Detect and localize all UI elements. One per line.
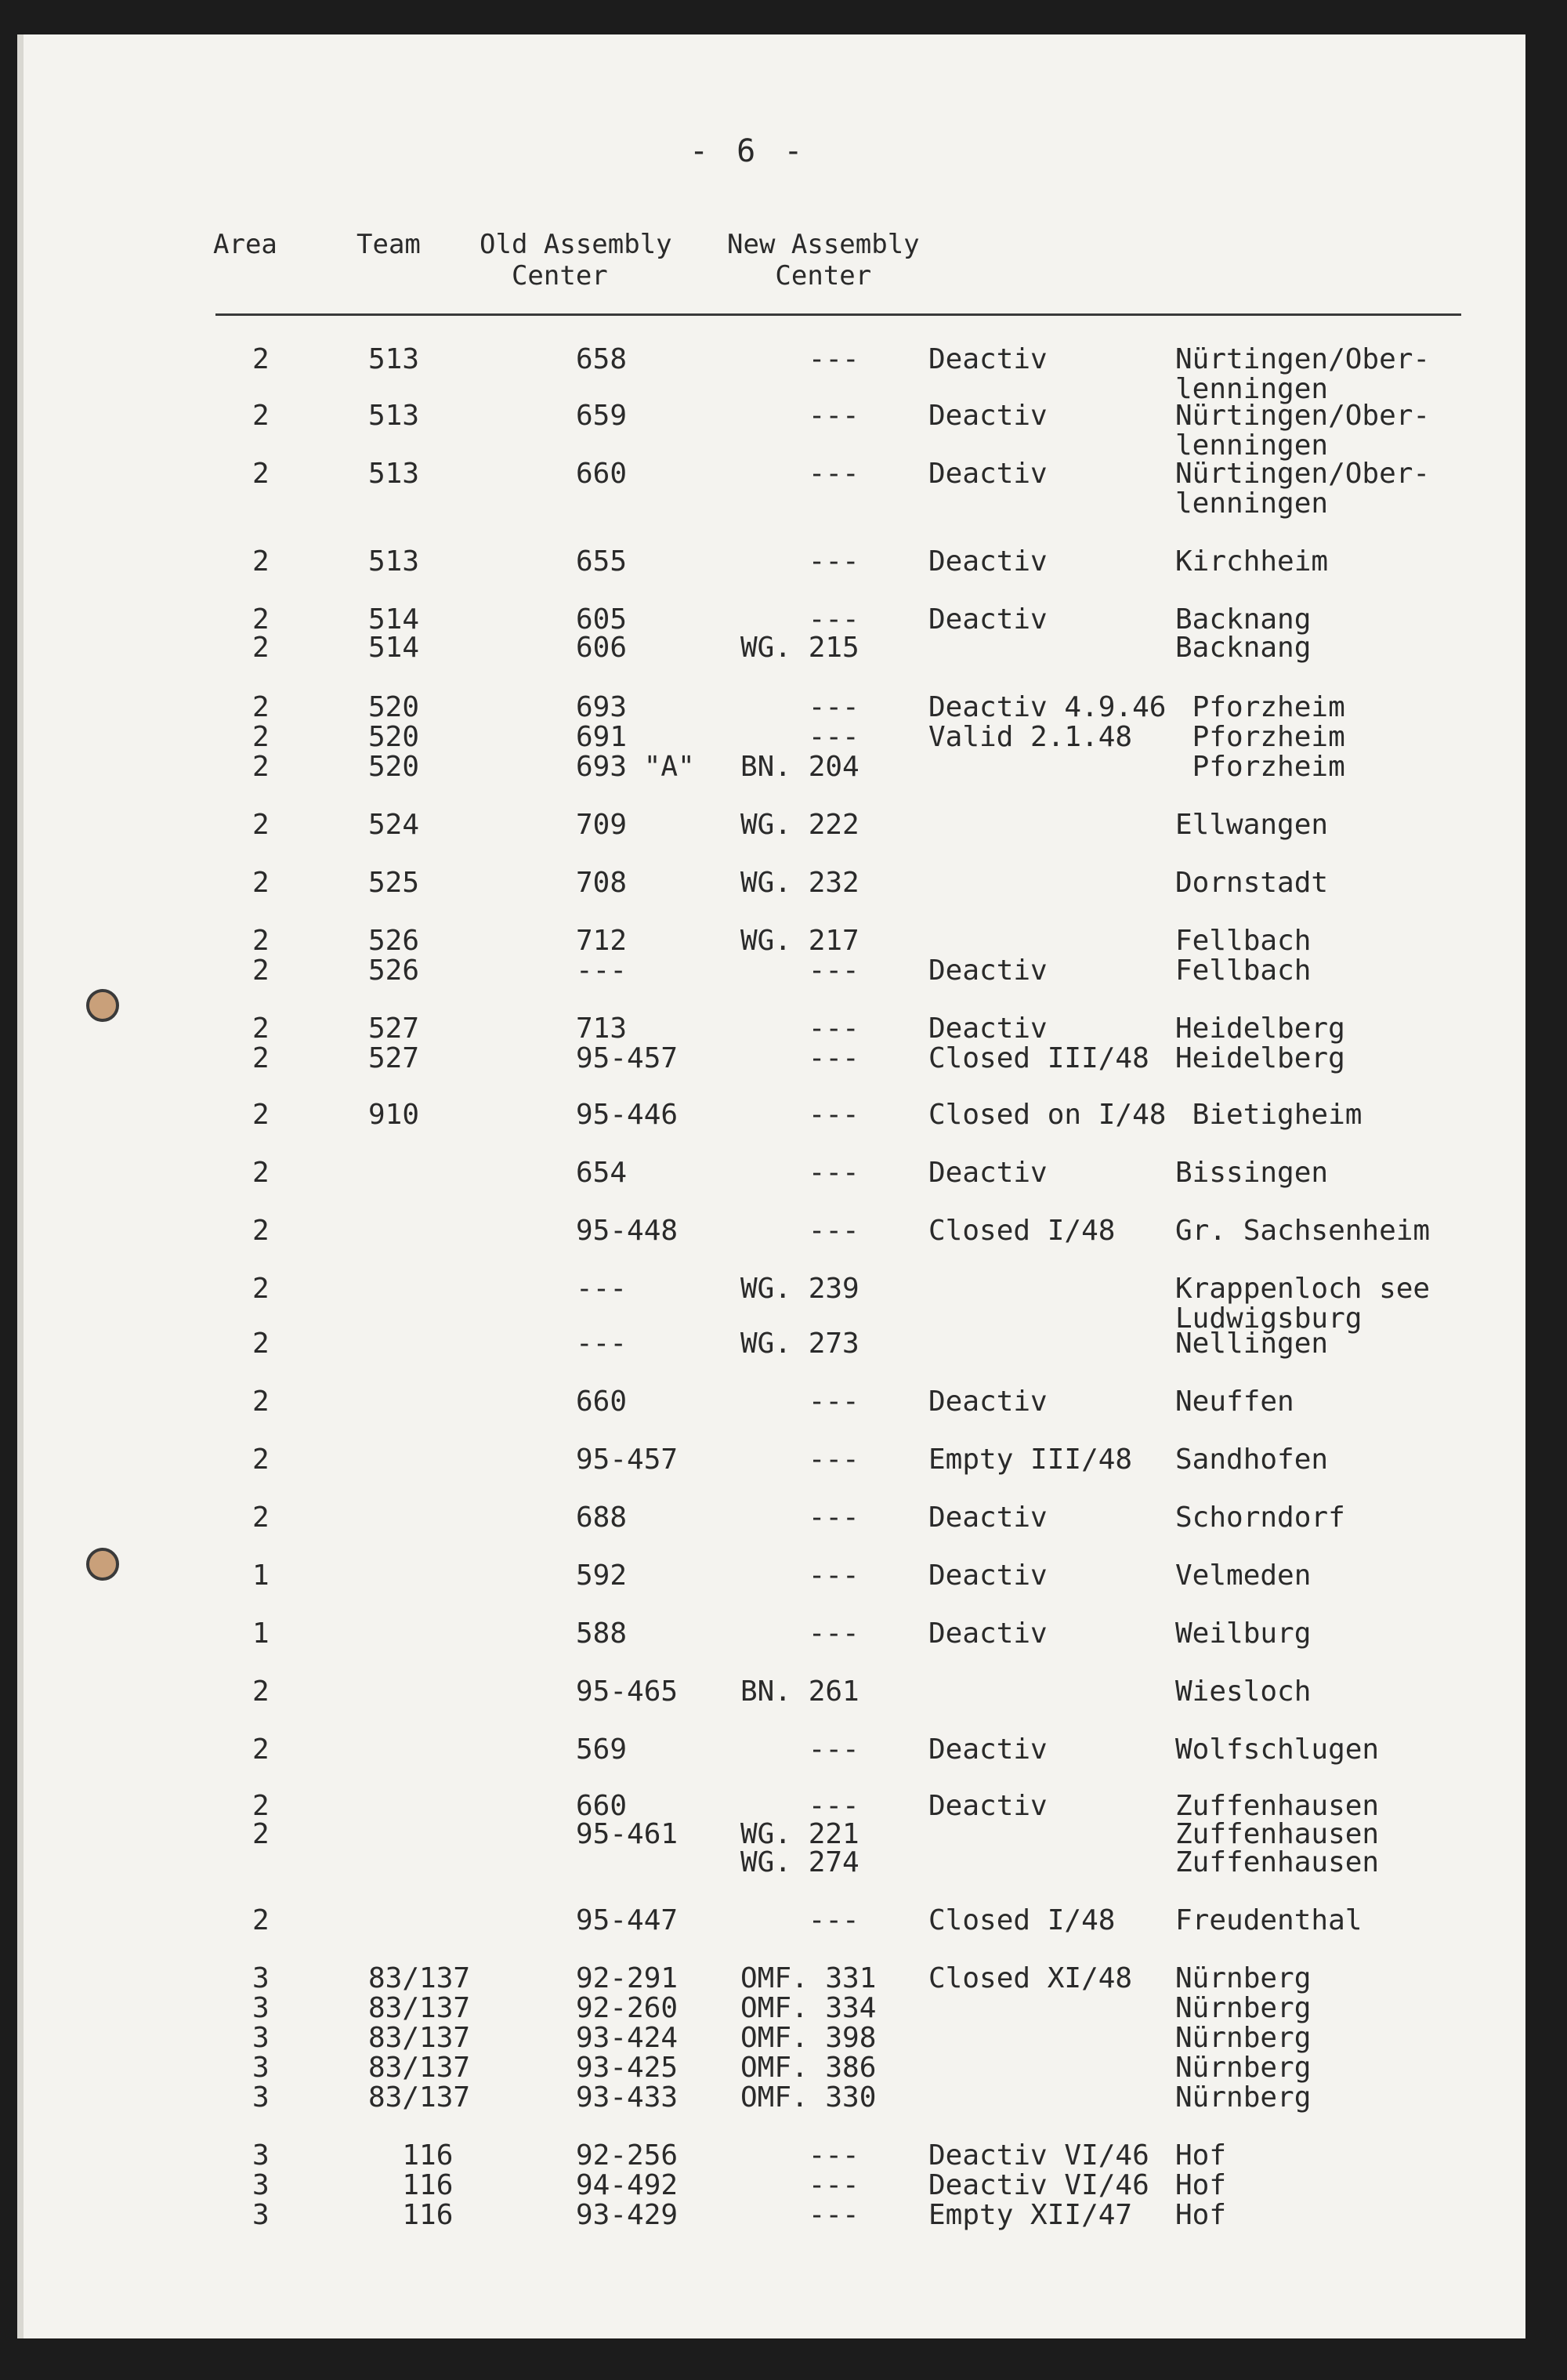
cell-status: Deactiv	[928, 1012, 1048, 1045]
cell-area: 2	[252, 925, 270, 957]
cell-old-center: 659	[576, 400, 628, 432]
cell-new-center: WG. 273	[740, 1328, 859, 1360]
cell-new-center: ---	[740, 1099, 859, 1131]
cell-status: Deactiv	[928, 1502, 1048, 1534]
cell-status: Deactiv	[928, 1157, 1048, 1189]
cell-new-center: ---	[740, 343, 859, 375]
cell-area: 2	[252, 751, 270, 783]
cell-place: Pforzheim	[1175, 691, 1345, 723]
cell-area: 2	[252, 1818, 270, 1850]
cell-status: Closed I/48	[928, 1215, 1116, 1247]
cell-new-center: ---	[740, 1502, 859, 1534]
cell-status: Deactiv	[928, 1617, 1048, 1650]
cell-area: 2	[252, 1444, 270, 1476]
cell-new-center: ---	[740, 955, 859, 987]
cell-area: 2	[252, 1675, 270, 1708]
cell-old-center: 93-433	[576, 2081, 679, 2114]
cell-status: Deactiv	[928, 458, 1048, 490]
cell-place: Bietigheim	[1175, 1099, 1363, 1131]
cell-team: 520	[368, 721, 420, 753]
cell-area: 3	[252, 1992, 270, 2024]
cell-old-center: 708	[576, 867, 628, 899]
header-rule	[215, 313, 1461, 316]
cell-new-center: ---	[740, 400, 859, 432]
cell-area: 2	[252, 691, 270, 723]
cell-area: 1	[252, 1559, 270, 1592]
cell-area: 2	[252, 1790, 270, 1822]
cell-team: 527	[368, 1012, 420, 1045]
cell-old-center: ---	[576, 1328, 628, 1360]
cell-old-center: ---	[576, 1273, 628, 1305]
cell-new-center: OMF. 386	[740, 2052, 877, 2084]
cell-place: Bissingen	[1175, 1157, 1329, 1189]
cell-old-center: 95-465	[576, 1675, 679, 1708]
cell-place: Hof	[1175, 2169, 1227, 2201]
cell-new-center: WG. 217	[740, 925, 859, 957]
cell-status: Empty III/48	[928, 1444, 1133, 1476]
cell-place: Backnang	[1175, 632, 1312, 664]
cell-place: Nürtingen/Ober- lenningen	[1175, 400, 1431, 462]
cell-old-center: 92-291	[576, 1962, 679, 1994]
cell-new-center: ---	[740, 603, 859, 636]
cell-place: Hof	[1175, 2199, 1227, 2231]
cell-place: Pforzheim	[1175, 751, 1345, 783]
cell-place: Heidelberg	[1175, 1042, 1345, 1074]
punch-hole-bottom	[86, 1548, 119, 1581]
header-team: Team	[356, 229, 421, 260]
cell-area: 2	[252, 545, 270, 578]
cell-team: 526	[368, 925, 420, 957]
cell-team: 513	[368, 545, 420, 578]
cell-new-center: OMF. 331	[740, 1962, 877, 1994]
cell-old-center: 693	[576, 691, 628, 723]
cell-area: 2	[252, 632, 270, 664]
cell-area: 2	[252, 1099, 270, 1131]
cell-area: 2	[252, 1904, 270, 1936]
cell-area: 2	[252, 1042, 270, 1074]
cell-old-center: 660	[576, 1386, 628, 1418]
cell-area: 2	[252, 867, 270, 899]
cell-team: 83/137	[368, 1962, 471, 1994]
cell-old-center: 712	[576, 925, 628, 957]
cell-status: Deactiv	[928, 1559, 1048, 1592]
cell-new-center: WG. 221	[740, 1818, 859, 1850]
cell-new-center: ---	[740, 1012, 859, 1045]
sheet-edge	[17, 34, 24, 2338]
cell-area: 2	[252, 955, 270, 987]
cell-new-center: ---	[740, 1386, 859, 1418]
cell-area: 3	[252, 2081, 270, 2114]
cell-area: 2	[252, 1012, 270, 1045]
cell-team: 514	[368, 603, 420, 636]
cell-place: Neuffen	[1175, 1386, 1294, 1418]
cell-status: Deactiv	[928, 955, 1048, 987]
cell-new-center: WG. 274	[740, 1846, 859, 1878]
cell-place: Wolfschlugen	[1175, 1733, 1380, 1766]
cell-old-center: 93-424	[576, 2022, 679, 2054]
cell-place: Nürtingen/Ober- lenningen	[1175, 458, 1431, 520]
cell-place: Ellwangen	[1175, 809, 1329, 841]
cell-team: 513	[368, 400, 420, 432]
cell-team: 525	[368, 867, 420, 899]
cell-new-center: ---	[740, 691, 859, 723]
cell-status: Deactiv VI/46	[928, 2169, 1149, 2201]
cell-place: Sandhofen	[1175, 1444, 1329, 1476]
cell-team: 514	[368, 632, 420, 664]
cell-team: 83/137	[368, 2081, 471, 2114]
cell-place: Zuffenhausen	[1175, 1846, 1380, 1878]
cell-place: Freudenthal	[1175, 1904, 1363, 1936]
cell-area: 3	[252, 2052, 270, 2084]
cell-new-center: WG. 222	[740, 809, 859, 841]
cell-new-center: ---	[740, 721, 859, 753]
cell-place: Pforzheim	[1175, 721, 1345, 753]
cell-area: 2	[252, 1215, 270, 1247]
cell-old-center: 94-492	[576, 2169, 679, 2201]
cell-status: Empty XII/47	[928, 2199, 1133, 2231]
cell-new-center: BN. 261	[740, 1675, 859, 1708]
cell-old-center: 93-429	[576, 2199, 679, 2231]
cell-team: 83/137	[368, 2022, 471, 2054]
cell-area: 2	[252, 400, 270, 432]
cell-old-center: 713	[576, 1012, 628, 1045]
cell-old-center: 95-457	[576, 1042, 679, 1074]
cell-status: Deactiv	[928, 1733, 1048, 1766]
cell-area: 2	[252, 1502, 270, 1534]
cell-new-center: ---	[740, 1904, 859, 1936]
cell-team: 524	[368, 809, 420, 841]
cell-old-center: 660	[576, 458, 628, 490]
cell-status: Closed XI/48	[928, 1962, 1133, 1994]
cell-team: 520	[368, 691, 420, 723]
cell-old-center: 605	[576, 603, 628, 636]
cell-place: Nürnberg	[1175, 2052, 1312, 2084]
cell-area: 2	[252, 721, 270, 753]
cell-new-center: OMF. 398	[740, 2022, 877, 2054]
cell-place: Fellbach	[1175, 955, 1312, 987]
cell-old-center: 688	[576, 1502, 628, 1534]
cell-new-center: WG. 215	[740, 632, 859, 664]
cell-area: 1	[252, 1617, 270, 1650]
cell-place: Gr. Sachsenheim	[1175, 1215, 1431, 1247]
cell-team: 83/137	[368, 1992, 471, 2024]
cell-status: Deactiv	[928, 1790, 1048, 1822]
cell-status: Deactiv	[928, 1386, 1048, 1418]
cell-place: Zuffenhausen	[1175, 1818, 1380, 1850]
cell-old-center: ---	[576, 955, 628, 987]
cell-place: Nellingen	[1175, 1328, 1329, 1360]
cell-team: 910	[368, 1099, 420, 1131]
cell-new-center: ---	[740, 2139, 859, 2172]
cell-place: Fellbach	[1175, 925, 1312, 957]
cell-new-center: ---	[740, 2199, 859, 2231]
cell-new-center: ---	[740, 2169, 859, 2201]
cell-place: Dornstadt	[1175, 867, 1329, 899]
cell-new-center: ---	[740, 458, 859, 490]
cell-area: 3	[252, 1962, 270, 1994]
cell-place: Velmeden	[1175, 1559, 1312, 1592]
cell-new-center: BN. 204	[740, 751, 859, 783]
cell-new-center: ---	[740, 1790, 859, 1822]
cell-old-center: 92-260	[576, 1992, 679, 2024]
cell-area: 3	[252, 2199, 270, 2231]
cell-status: Valid 2.1.48	[928, 721, 1133, 753]
cell-old-center: 93-425	[576, 2052, 679, 2084]
cell-status: Closed on I/48	[928, 1099, 1167, 1131]
cell-old-center: 95-446	[576, 1099, 679, 1131]
header-new-assembly-center: New Assembly Center	[727, 229, 920, 292]
cell-team: 513	[368, 343, 420, 375]
cell-place: Wiesloch	[1175, 1675, 1312, 1708]
cell-old-center: 588	[576, 1617, 628, 1650]
cell-team: 520	[368, 751, 420, 783]
cell-place: Heidelberg	[1175, 1012, 1345, 1045]
cell-place: Backnang	[1175, 603, 1312, 636]
cell-status: Deactiv	[928, 343, 1048, 375]
cell-place: Hof	[1175, 2139, 1227, 2172]
cell-area: 3	[252, 2169, 270, 2201]
cell-new-center: ---	[740, 1157, 859, 1189]
cell-new-center: WG. 239	[740, 1273, 859, 1305]
cell-place: Nürnberg	[1175, 1962, 1312, 1994]
cell-status: Deactiv	[928, 400, 1048, 432]
cell-place: Krappenloch see Ludwigsburg	[1175, 1273, 1431, 1335]
cell-old-center: 569	[576, 1733, 628, 1766]
cell-team: 83/137	[368, 2052, 471, 2084]
cell-status: Closed I/48	[928, 1904, 1116, 1936]
cell-place: Weilburg	[1175, 1617, 1312, 1650]
cell-old-center: 95-448	[576, 1215, 679, 1247]
cell-area: 2	[252, 1328, 270, 1360]
cell-new-center: OMF. 330	[740, 2081, 877, 2114]
cell-status: Deactiv	[928, 603, 1048, 636]
cell-place: Zuffenhausen	[1175, 1790, 1380, 1822]
cell-place: Nürnberg	[1175, 1992, 1312, 2024]
cell-place: Kirchheim	[1175, 545, 1329, 578]
header-old-assembly-center: Old Assembly Center	[480, 229, 672, 292]
cell-old-center: 606	[576, 632, 628, 664]
cell-place: Schorndorf	[1175, 1502, 1345, 1534]
cell-old-center: 654	[576, 1157, 628, 1189]
cell-new-center: ---	[740, 1733, 859, 1766]
cell-new-center: ---	[740, 1559, 859, 1592]
cell-place: Nürnberg	[1175, 2081, 1312, 2114]
cell-new-center: ---	[740, 1444, 859, 1476]
cell-old-center: 709	[576, 809, 628, 841]
header-area: Area	[213, 229, 277, 260]
cell-old-center: 95-457	[576, 1444, 679, 1476]
cell-area: 2	[252, 1386, 270, 1418]
cell-team: 116	[368, 2139, 454, 2172]
cell-area: 3	[252, 2139, 270, 2172]
cell-status: Closed III/48	[928, 1042, 1149, 1074]
cell-area: 2	[252, 603, 270, 636]
cell-area: 2	[252, 458, 270, 490]
cell-old-center: 95-461	[576, 1818, 679, 1850]
cell-area: 2	[252, 1733, 270, 1766]
cell-old-center: 658	[576, 343, 628, 375]
cell-status: Deactiv 4.9.46	[928, 691, 1167, 723]
cell-team: 116	[368, 2199, 454, 2231]
cell-area: 2	[252, 1273, 270, 1305]
cell-old-center: 92-256	[576, 2139, 679, 2172]
cell-old-center: 693 "A"	[576, 751, 695, 783]
cell-team: 527	[368, 1042, 420, 1074]
cell-status: Deactiv	[928, 545, 1048, 578]
cell-new-center: ---	[740, 1617, 859, 1650]
cell-area: 2	[252, 1157, 270, 1189]
punch-hole-top	[86, 989, 119, 1022]
cell-new-center: OMF. 334	[740, 1992, 877, 2024]
cell-old-center: 95-447	[576, 1904, 679, 1936]
cell-old-center: 592	[576, 1559, 628, 1592]
cell-old-center: 655	[576, 545, 628, 578]
page-number: - 6 -	[689, 133, 808, 169]
cell-team: 513	[368, 458, 420, 490]
cell-status: Deactiv VI/46	[928, 2139, 1149, 2172]
cell-place: Nürnberg	[1175, 2022, 1312, 2054]
cell-old-center: 660	[576, 1790, 628, 1822]
cell-team: 526	[368, 955, 420, 987]
cell-team: 116	[368, 2169, 454, 2201]
cell-new-center: WG. 232	[740, 867, 859, 899]
cell-place: Nürtingen/Ober- lenningen	[1175, 343, 1431, 405]
cell-area: 2	[252, 343, 270, 375]
cell-new-center: ---	[740, 1042, 859, 1074]
cell-old-center: 691	[576, 721, 628, 753]
cell-area: 2	[252, 809, 270, 841]
cell-new-center: ---	[740, 545, 859, 578]
cell-area: 3	[252, 2022, 270, 2054]
cell-new-center: ---	[740, 1215, 859, 1247]
